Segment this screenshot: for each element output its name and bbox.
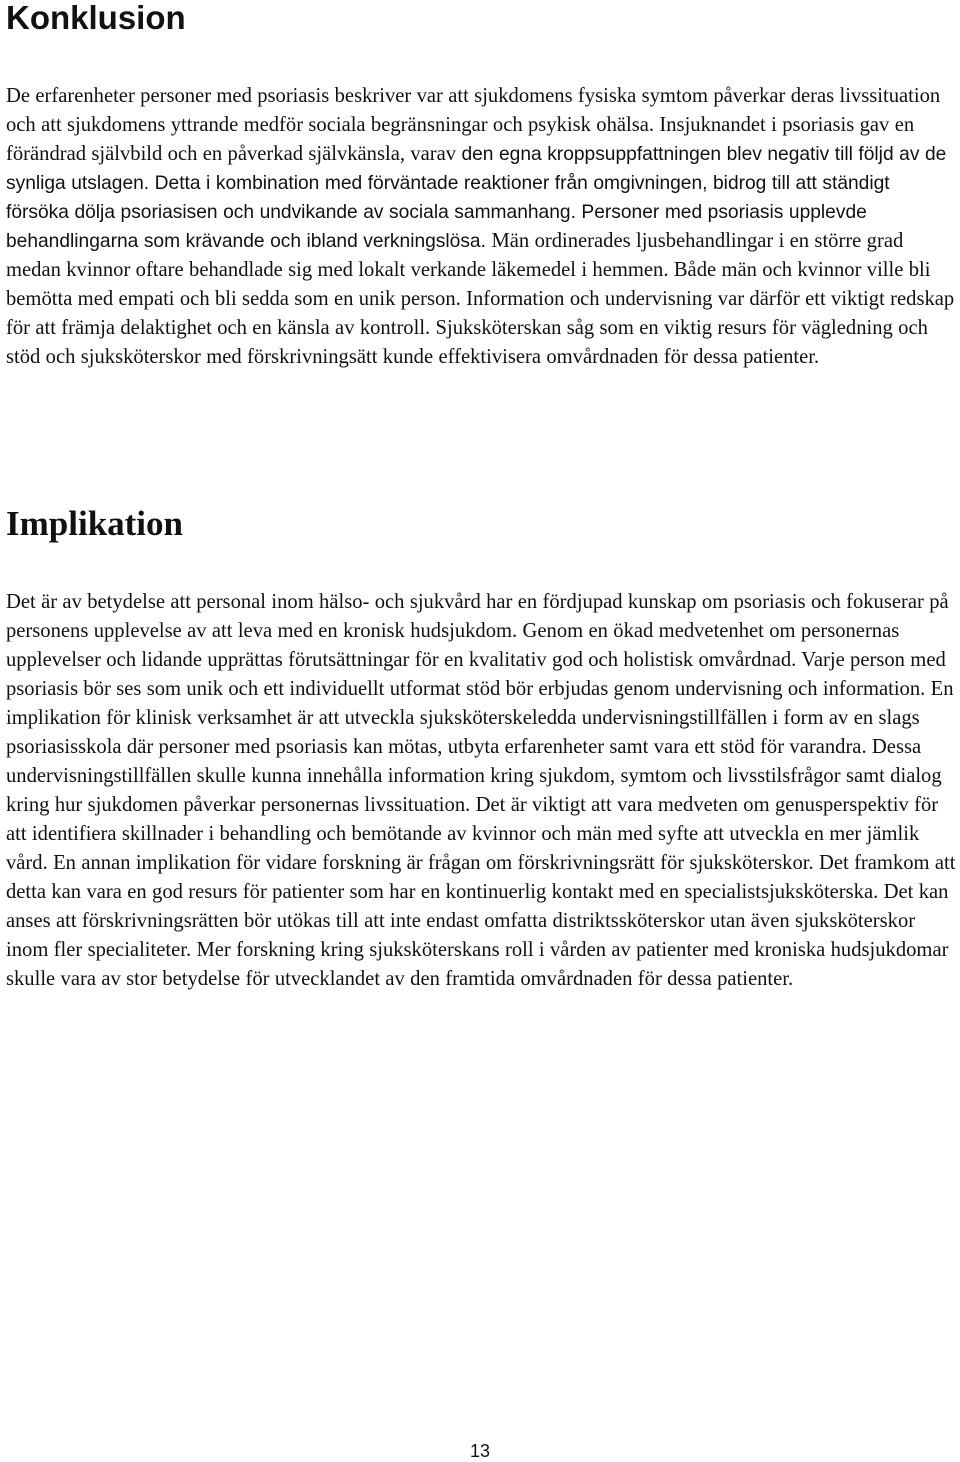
paragraph-implikation: Det är av betydelse att personal inom hälso- och sjukvård har en fördjupad kunskap om psoriasis och fokuserar på personens upplevelse av att leva med en kronisk hudsjukdom. Genom en ökad medvetenhet om personernas upplevelser och lidande upprättas förutsättningar för en kvalitativ god och holistisk omvårdnad. Varje person med psoriasis bör ses som unik och ett individuellt utformat stöd bör erbjudas genom undervisning och information. En implikation för klinisk verksamhet är att utveckla sjuksköterskeledda undervisningstillfällen i form av en slags psoriasisskola där personer med psoriasis kan mötas, utbyta erfarenheter samt vara ett stöd för varandra. Dessa undervisningstillfällen skulle kunna innehålla information kring sjukdom, symtom och livsstilsfrågor samt dialog kring hur sjukdomen påverkar personernas livssituation. Det är viktigt att vara medveten om genusperspektiv för att identifiera skillnader i behandling och bemötande av kvinnor och män med syfte att utveckla en mer jämlik vård. En annan implikation för vidare forskning är frågan om förskrivningsrätt för sjuksköterskor. Det framkom att detta kan vara en god resurs för patienter som har en kontinuerlig kontakt med en specialistsjuksköterska. Det kan anses att förskrivningsrätten bör utökas till att inte endast omfatta distriktssköterskor utan även sjuksköterskor inom fler specialiteter. Mer forskning kring sjuksköterskans roll i vården av patienter med kroniska hudsjukdomar skulle vara av stor betydelse för utvecklandet av den framtida omvårdnaden för dessa patienter. [6, 591, 956, 990]
section-heading-konklusion: Konklusion [6, 0, 186, 36]
paragraph-konklusion [6, 82, 958, 372]
paragraph-segment-sans: den egna kroppsuppfattningen blev negativ till följd av de synliga utslagen. Detta i kombination med förväntade reaktioner från omgivningen, bidrog till att ständigt försöka dölja psoriasisen och undvikande av sociala sammanhang. Personer med psoriasis upplevde behandlingarna som krävande och ibland verkningslösa. [6, 144, 947, 252]
paragraph-segment-serif: Män ordinerades ljusbehandlingar i en större grad medan kvinnor oftare behandlade sig med lokalt verkande läkemedel i hemmen. Både män och kvinnor ville bli bemötta med empati och bli sedda som en unik person. Information och undervisning var därför ett viktigt redskap för att främja delaktighet och en känsla av kontroll. Sjuksköterskan såg som en viktig resurs för vägledning och stöd och sjuksköterskor med förskrivningsätt kunde effektivisera omvårdnaden för dessa patienter. [6, 230, 955, 368]
paragraph-segment-serif: De erfarenheter personer med psoriasis beskriver var att sjukdomens fysiska symtom påverkar deras livssituation och att sjukdomens yttrande medför sociala begränsningar och psykisk ohälsa. Insjuknandet i psoriasis gav en förändrad självbild och en påverkad självkänsla, varav [6, 85, 941, 165]
page-number: 13 [469, 1441, 491, 1461]
section-heading-implikation: Implikation [6, 504, 183, 543]
